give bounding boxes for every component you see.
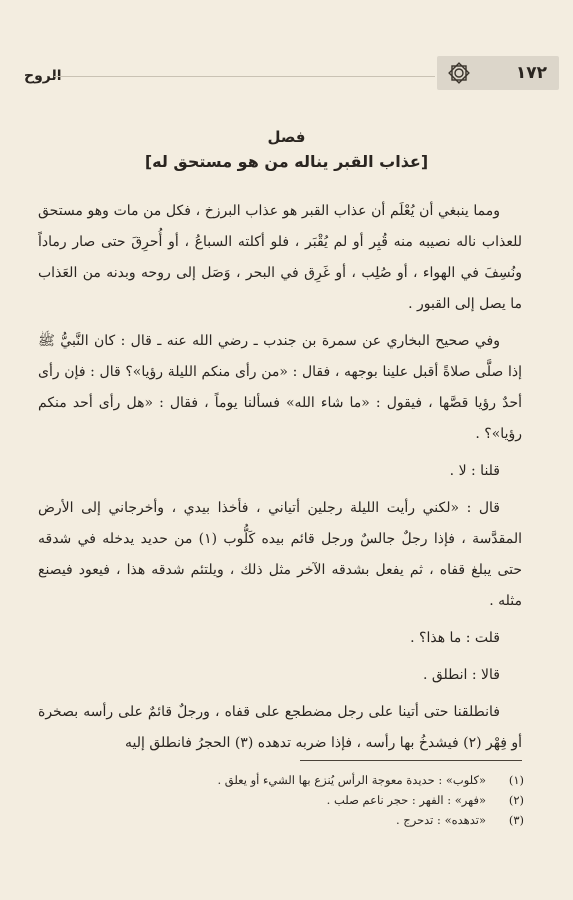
footnote-number: (١) bbox=[508, 773, 524, 787]
page-header bbox=[14, 54, 559, 96]
paragraph: فانطلقنا حتى أتينا على رجل مضطجع على قفاه ، ورجلٌ قائمٌ على رأسه بصخرة أو فِهْر (٢) فيشدخُ بها رأسه ، فإذا ضربه تدهده (٣) الحجرُ فانطلق إليه bbox=[38, 704, 522, 751]
paragraph: قالا : انطلق . bbox=[422, 667, 500, 683]
paragraph: ومما ينبغي أن يُعْلَم أن عذاب القبر هو عذاب البرزخ ، فكل من مات وهو مستحق للعذاب ناله نصيبه منه قُبِر أو لم يُقْبَر ، فلو أكلته السباعُ ، أو أُحرِقَ حتى صار رماداً ونُسِفَ في الهواء ، أو صُلِب ، أو غَرِق في البحر ، وَصَل إلى روحه وبدنه من العَذاب ما يصل إلى القبور . bbox=[38, 203, 522, 312]
paragraph: قلنا : لا . bbox=[449, 463, 500, 479]
header-rule bbox=[54, 76, 435, 77]
footnote-number: (٢) bbox=[508, 793, 524, 807]
footnote bbox=[38, 810, 524, 830]
body-text bbox=[38, 196, 522, 765]
footnote-text: «كلوب» : حديدة معوجة الرأس يُنزع بها الشيء أو يعلق . bbox=[217, 773, 486, 787]
footnote-text: «تدهده» : تدحرج . bbox=[395, 813, 486, 827]
paragraph: قلت : ما هذا؟ . bbox=[410, 630, 500, 646]
ornament-icon bbox=[445, 59, 473, 87]
running-head: الروح bbox=[24, 68, 62, 84]
footnote bbox=[38, 790, 524, 810]
section-title: فصل bbox=[267, 128, 306, 146]
paragraph: قال : «لكني رأيت الليلة رجلين أتياني ، فأخذا بيدي ، وأخرجاني إلى الأرض المقدَّسة ، فإذا رجلٌ جالسٌ ورجل قائم بيده كَلُّوب (١) من حديد يدخله في شدقه حتى يبلغ قفاه ، ثم يفعل بشدقه الآخر مثل ذلك ، ويلتئم شدقه هذا ، فيعود فيصنع مثله . bbox=[38, 500, 522, 609]
footnote-number: (٣) bbox=[508, 813, 524, 827]
paragraph: وفي صحيح البخاري عن سمرة بن جندب ـ رضي الله عنه ـ قال : كان النَّبيُّ ﷺ إذا صلَّى صلاةً أقبل علينا بوجهه ، فقال : «من رأى منكم الليلة رؤيا»؟ قال : فإن رأى أحدٌ رؤيا قصَّها ، فيقول : «ما شاء الله» فسألنا يوماً ، فقال : «هل رأى أحد منكم رؤيا»؟ . bbox=[38, 333, 522, 442]
footnote-rule bbox=[300, 760, 522, 761]
page-number: ١٧٢ bbox=[515, 63, 547, 83]
section-subtitle: [عذاب القبر يناله من هو مستحق له] bbox=[144, 152, 429, 171]
footnote-text: «فهر» : الفهر : حجر ناعم صلب . bbox=[326, 793, 486, 807]
footnotes bbox=[38, 770, 524, 830]
page-number-box bbox=[437, 56, 559, 90]
footnote bbox=[38, 770, 524, 790]
